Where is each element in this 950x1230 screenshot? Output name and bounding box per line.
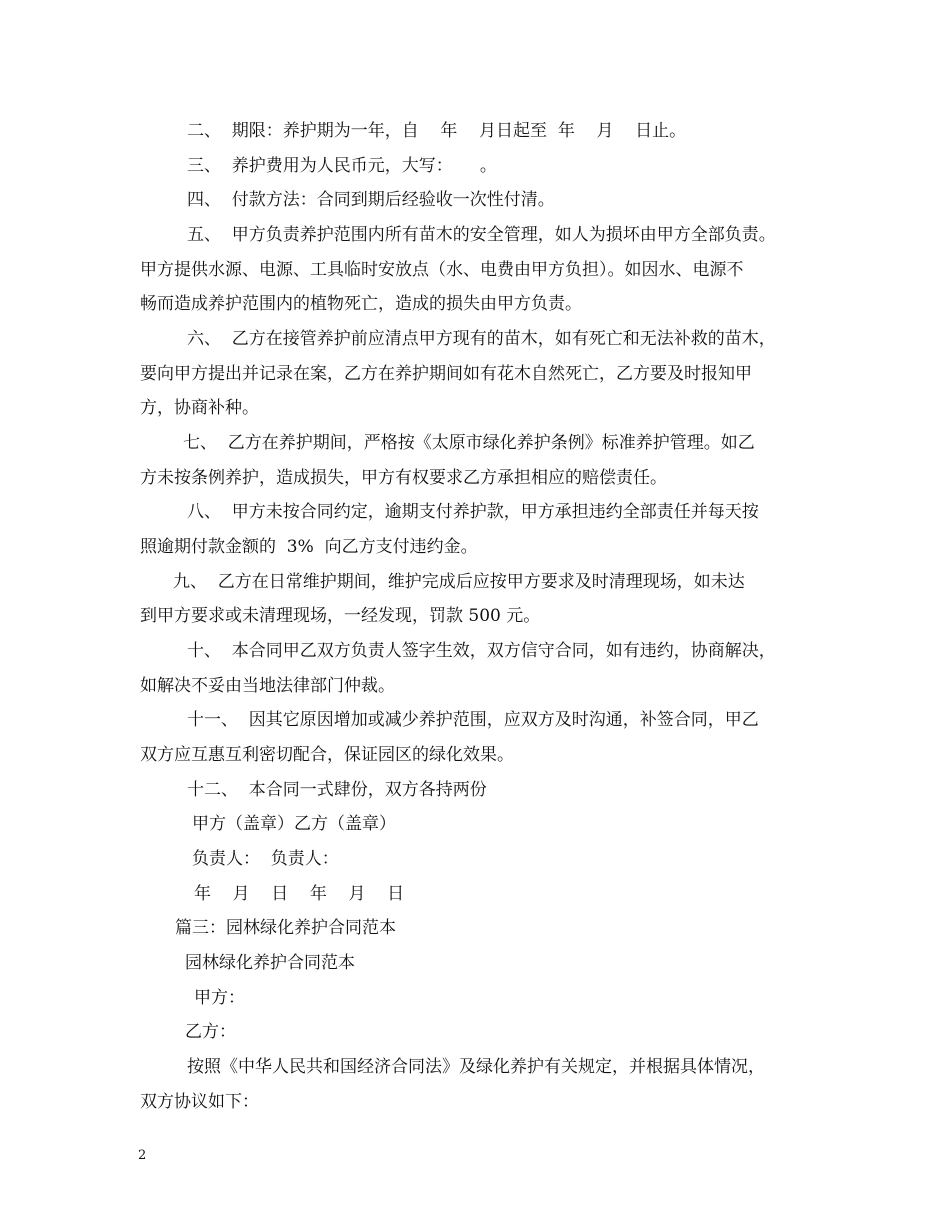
preamble-line2: 双方协议如下： bbox=[140, 1092, 259, 1112]
clause-9-line1: 九、 乙方在日常维护期间，维护完成后应按甲方要求及时清理现场，如未达 bbox=[173, 572, 745, 592]
clause-7-line2: 方未按条例养护，造成损失，甲方有权要求乙方承担相应的赔偿责任。 bbox=[140, 468, 667, 488]
clause-5-line3: 畅而造成养护范围内的植物死亡，造成的损失由甲方负责。 bbox=[140, 294, 582, 314]
signatory-line: 负责人： 负责人： bbox=[192, 849, 339, 869]
clause-7-line1: 七、 乙方在养护期间，严格按《太原市绿化养护条例》标准养护管理。如乙 bbox=[183, 433, 755, 453]
clause-8-line1: 八、 甲方未按合同约定，逾期支付养护款，甲方承担违约全部责任并每天按 bbox=[187, 502, 759, 522]
section-heading: 篇三：园林绿化养护合同范本 bbox=[175, 918, 396, 938]
clause-2-term: 二、 期限：养护期为一年，自 年 月日起至 年 月 日止。 bbox=[187, 121, 687, 141]
clause-11-line2: 双方应互惠互利密切配合，保证园区的绿化效果。 bbox=[140, 745, 514, 765]
clause-4-payment: 四、 付款方法：合同到期后经验收一次性付清。 bbox=[187, 190, 555, 210]
clause-6-line3: 方，协商补种。 bbox=[140, 398, 259, 418]
clause-3-fee: 三、 养护费用为人民币元，大写： 。 bbox=[187, 156, 497, 176]
clause-5-line2: 甲方提供水源、电源、工具临时安放点（水、电费由甲方负担）。如因水、电源不 bbox=[140, 260, 744, 280]
clause-10-line2: 如解决不妥由当地法律部门仲裁。 bbox=[140, 676, 395, 696]
party-b-label: 乙方： bbox=[185, 1022, 236, 1042]
clause-6-line2: 要向甲方提出并记录在案，乙方在养护期间如有花木自然死亡，乙方要及时报知甲 bbox=[140, 364, 752, 384]
party-a-label: 甲方： bbox=[194, 988, 245, 1008]
clause-6-line1: 六、 乙方在接管养护前应清点甲方现有的苗木，如有死亡和无法补救的苗木， bbox=[187, 329, 776, 349]
seal-line: 甲方（盖章）乙方（盖章） bbox=[192, 814, 396, 834]
page-number: 2 bbox=[138, 1148, 147, 1163]
clause-12: 十二、 本合同一式肆份，双方各持两份 bbox=[187, 780, 487, 800]
clause-9-line2: 到甲方要求或未清理现场，一经发现，罚款 500 元。 bbox=[140, 606, 541, 626]
clause-10-line1: 十、 本合同甲乙双方负责人签字生效，双方信守合同，如有违约，协商解决， bbox=[187, 641, 776, 661]
clause-5-line1: 五、 甲方负责养护范围内所有苗木的安全管理，如人为损坏由甲方全部负责。 bbox=[187, 225, 776, 245]
preamble-line1: 按照《中华人民共和国经济合同法》及绿化养护有关规定，并根据具体情况， bbox=[187, 1057, 765, 1077]
clause-8-line2: 照逾期付款金额的 3% 向乙方支付违约金。 bbox=[140, 537, 478, 557]
clause-11-line1: 十一、 因其它原因增加或减少养护范围，应双方及时沟通，补签合同，甲乙 bbox=[187, 710, 759, 730]
contract-title: 园林绿化养护合同范本 bbox=[185, 953, 355, 973]
date-line: 年 月 日 年 月 日 bbox=[194, 884, 405, 904]
